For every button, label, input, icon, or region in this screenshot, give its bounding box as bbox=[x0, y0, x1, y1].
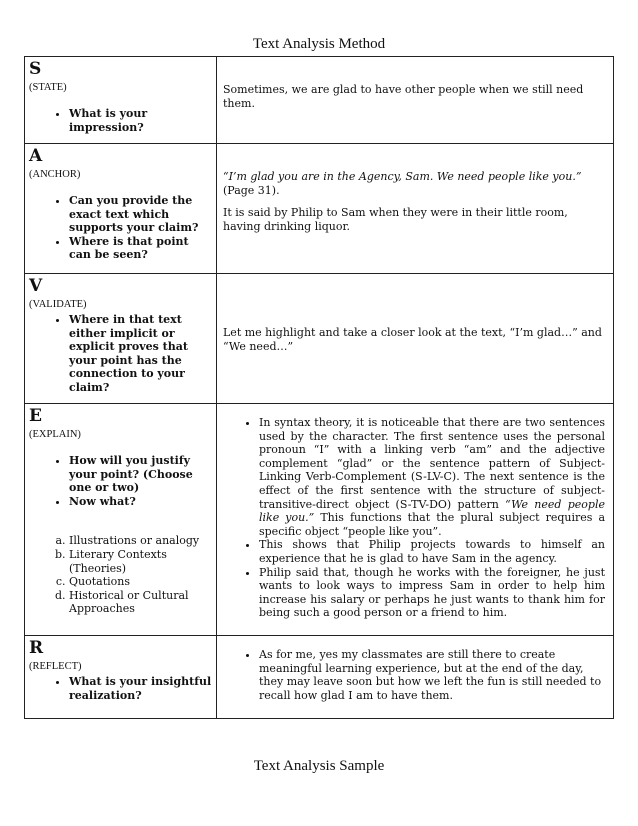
option-item: c. Quotations bbox=[69, 575, 212, 589]
explain-bullet bbox=[259, 416, 605, 538]
page-reference: (Page 31). bbox=[223, 184, 280, 197]
question-list bbox=[29, 194, 212, 262]
reflect-answer-cell bbox=[217, 636, 614, 719]
explain-bullet: • This shows that Philip projects towards to himself an experience that he is glad to have Sam in the agency. bbox=[259, 538, 605, 565]
question-item: • Now what? bbox=[69, 495, 212, 509]
bullet-text: This functions that the plural subject requires a specific object “people like you”. bbox=[259, 511, 605, 538]
question-list bbox=[29, 675, 212, 702]
question-item: • What is your impression? bbox=[69, 107, 212, 134]
question-list bbox=[29, 107, 212, 134]
anchor-answer-cell bbox=[217, 144, 614, 274]
option-item: a. Illustrations or analogy bbox=[69, 534, 212, 548]
question-list bbox=[29, 313, 212, 395]
row-label: (EXPLAIN) bbox=[29, 429, 81, 440]
row-label: (VALIDATE) bbox=[29, 299, 87, 310]
reflect-bullet: • As for me, yes my classmates are still there to create meaningful learning experience, but at the end of the day, they may leave soon but how we left the fun is still needed to recall how glad I am to have them. bbox=[259, 648, 605, 702]
table-row-anchor bbox=[25, 144, 614, 274]
row-letter: A bbox=[29, 146, 43, 166]
table-row-explain bbox=[25, 404, 614, 636]
option-item: d. Historical or Cultural Approaches bbox=[69, 589, 212, 616]
footer-title: Text Analysis Sample bbox=[253, 758, 385, 774]
question-item: • Can you provide the exact text which supports your claim? bbox=[69, 194, 212, 235]
question-item: • Where in that text either implicit or explicit proves that your point has the connection to your claim? bbox=[69, 313, 212, 395]
explain-bullet: • Philip said that, though he works with the foreigner, he just wants to look ways to impress Sam in order to help him increase his salary or perhaps he just wants to thank him for being such a good person or a friend to him. bbox=[259, 566, 605, 620]
question-item: • How will you justify your point? (Choose one or two) bbox=[69, 454, 212, 495]
validate-prompt-cell bbox=[25, 274, 217, 404]
quote-text: “I’m glad you are in the Agency, Sam. We need people like you.” bbox=[223, 170, 582, 183]
explain-bullet-list bbox=[223, 416, 605, 620]
sav-table bbox=[24, 56, 614, 719]
explain-answer-cell bbox=[217, 404, 614, 636]
explain-prompt-cell bbox=[25, 404, 217, 636]
state-prompt-cell bbox=[25, 57, 217, 144]
row-letter: S bbox=[29, 59, 42, 79]
question-item: • Where is that point can be seen? bbox=[69, 235, 212, 262]
table-row-reflect bbox=[25, 636, 614, 719]
row-label: (STATE) bbox=[29, 82, 67, 93]
answer-text: Sometimes, we are glad to have other people when we still need them. bbox=[223, 83, 584, 110]
row-letter: E bbox=[29, 406, 42, 426]
answer-text: Let me highlight and take a closer look at the text, “I’m glad…” and “We need…” bbox=[223, 326, 602, 353]
bullet-text: In syntax theory, it is noticeable that there are two sentences used by the character. The first sentence uses the personal pronoun “I” with a linking verb “am” and the adjective complement “glad” or the sentence pattern of Subject-Linking Verb-Complement (S-LV-C). The next sentence is the effect of the first sentence with the structure of subject-transitive-direct object (S-TV-DO) pattern bbox=[259, 416, 605, 511]
reflect-bullet-list bbox=[223, 648, 605, 702]
state-answer-cell bbox=[217, 57, 614, 144]
options-list bbox=[29, 534, 212, 616]
row-label: (ANCHOR) bbox=[29, 169, 81, 180]
answer-text: It is said by Philip to Sam when they were in their little room, having drinking liquor. bbox=[223, 206, 568, 233]
question-item: • What is your insightful realization? bbox=[69, 675, 212, 702]
option-item: b. Literary Contexts (Theories) bbox=[69, 548, 212, 575]
reflect-prompt-cell bbox=[25, 636, 217, 719]
table-row-validate bbox=[25, 274, 614, 404]
page-title: Text Analysis Method bbox=[252, 36, 386, 52]
validate-answer-cell bbox=[217, 274, 614, 404]
row-label: (REFLECT) bbox=[29, 661, 82, 672]
anchor-prompt-cell bbox=[25, 144, 217, 274]
row-letter: V bbox=[29, 276, 43, 296]
table-row-state bbox=[25, 57, 614, 144]
bullet-quote: “We need people like you.” bbox=[259, 497, 605, 525]
row-letter: R bbox=[29, 638, 44, 658]
question-list bbox=[29, 454, 212, 508]
